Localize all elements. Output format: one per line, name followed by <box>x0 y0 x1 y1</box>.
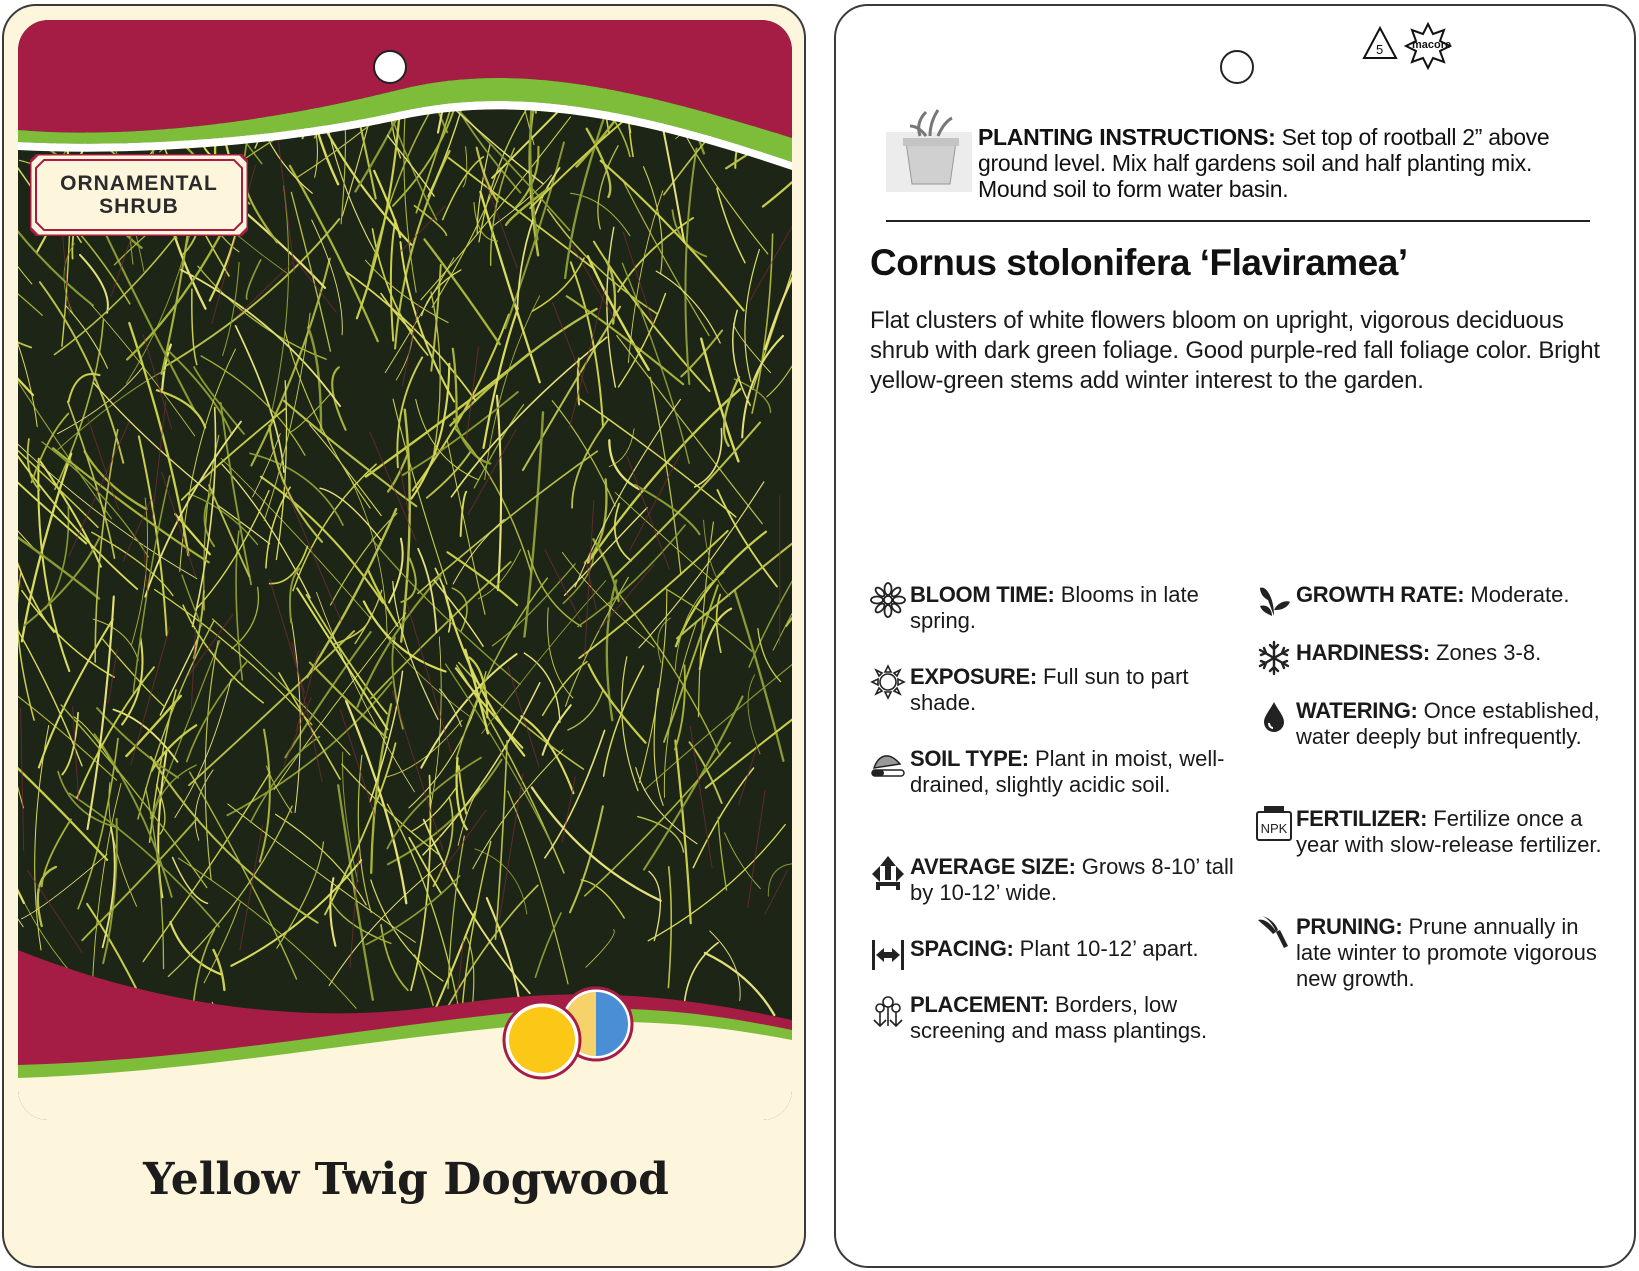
brand-name: macore <box>1412 39 1452 51</box>
plant-group-icon <box>870 992 906 1028</box>
attribute-pruning <box>1296 914 1606 992</box>
pruning-shears-icon <box>1256 914 1292 950</box>
attribute-placement <box>910 992 1240 1044</box>
attribute-label: PLACEMENT: <box>910 992 1049 1017</box>
planting-text: Set top of rootball 2” above ground level. Mix half gardens soil and half planting mix. Mound soil to form water basin. <box>978 124 1550 202</box>
badge-line-1: ORNAMENTAL <box>60 172 218 195</box>
npk-fertilizer-icon <box>1256 806 1292 842</box>
flower-icon <box>870 582 906 618</box>
attribute-label: SPACING: <box>910 936 1014 961</box>
attribute-bloom-time <box>910 582 1240 634</box>
attribute-text: Prune annually in late winter to promote vigorous new growth. <box>1296 914 1597 991</box>
attribute-text: Grows 8-10’ tall by 10-12’ wide. <box>910 854 1234 905</box>
attribute-text: Once established, water deeply but infrequently. <box>1296 698 1600 749</box>
sprout-icon <box>1256 582 1292 618</box>
planting-label: PLANTING INSTRUCTIONS: <box>978 124 1276 150</box>
back-tag <box>834 4 1636 1268</box>
attribute-text: Plant 10-12’ apart. <box>1013 936 1199 961</box>
attribute-spacing <box>910 936 1240 962</box>
attribute-fertilizer <box>1260 806 1606 858</box>
snowflake-icon <box>1256 640 1292 676</box>
sun-outline-icon <box>870 664 906 700</box>
plant-description: Flat clusters of white flowers bloom on upright, vigorous deciduous shrub with dark green foliage. Good purple-red fall foliage color. Bright yellow-green stems add winter interest to the garden. <box>870 307 1600 394</box>
hang-hole <box>1220 50 1254 84</box>
attribute-soil-type <box>910 746 1240 798</box>
badge-line-2: SHRUB <box>99 195 179 218</box>
attribute-hardiness <box>1296 640 1606 666</box>
common-name: Yellow Twig Dogwood <box>143 1154 669 1205</box>
attribute-exposure <box>910 664 1240 716</box>
water-drop-icon <box>1256 698 1292 734</box>
attribute-label: BLOOM TIME: <box>910 582 1055 607</box>
soil-icon <box>870 746 906 782</box>
exposure-icons <box>500 984 640 1084</box>
attribute-label: SOIL TYPE: <box>910 746 1029 771</box>
attribute-label: FERTILIZER: <box>1296 806 1428 831</box>
logos <box>1362 22 1462 70</box>
divider <box>886 220 1590 222</box>
attribute-label: GROWTH RATE: <box>1296 582 1465 607</box>
attribute-text: Moderate. <box>1464 582 1570 607</box>
size-arrows-icon <box>870 854 906 890</box>
attribute-label: WATERING: <box>1296 698 1418 723</box>
attribute-watering <box>1296 698 1606 750</box>
svg-text:NPK: NPK <box>1260 821 1288 836</box>
attribute-label: PRUNING: <box>1296 914 1403 939</box>
potted-plant-icon <box>886 106 986 206</box>
front-tag <box>2 4 806 1268</box>
attribute-text: Fertilize once a year with slow-release fertilizer. <box>1296 806 1602 857</box>
attribute-text: Zones 3-8. <box>1429 640 1542 665</box>
attribute-label: EXPOSURE: <box>910 664 1037 689</box>
recycle-number: 5 <box>1376 42 1384 57</box>
attribute-text: Blooms in late spring. <box>910 582 1199 633</box>
attribute-text: Full sun to part shade. <box>910 664 1189 715</box>
full-sun-icon <box>504 1002 580 1078</box>
hang-hole <box>373 50 407 84</box>
attribute-text: Plant in moist, well-drained, slightly acidic soil. <box>910 746 1225 797</box>
category-badge <box>30 154 248 236</box>
attribute-label: HARDINESS: <box>1296 640 1430 665</box>
spacing-arrows-icon <box>870 936 906 972</box>
attribute-label: AVERAGE SIZE: <box>910 854 1076 879</box>
planting-instructions <box>978 124 1578 202</box>
botanical-name: Cornus stolonifera ‘Flaviramea’ <box>870 242 1408 283</box>
attribute-growth-rate <box>1296 582 1606 608</box>
attribute-average-size <box>910 854 1240 906</box>
attribute-text: Borders, low screening and mass plantings. <box>910 992 1208 1043</box>
